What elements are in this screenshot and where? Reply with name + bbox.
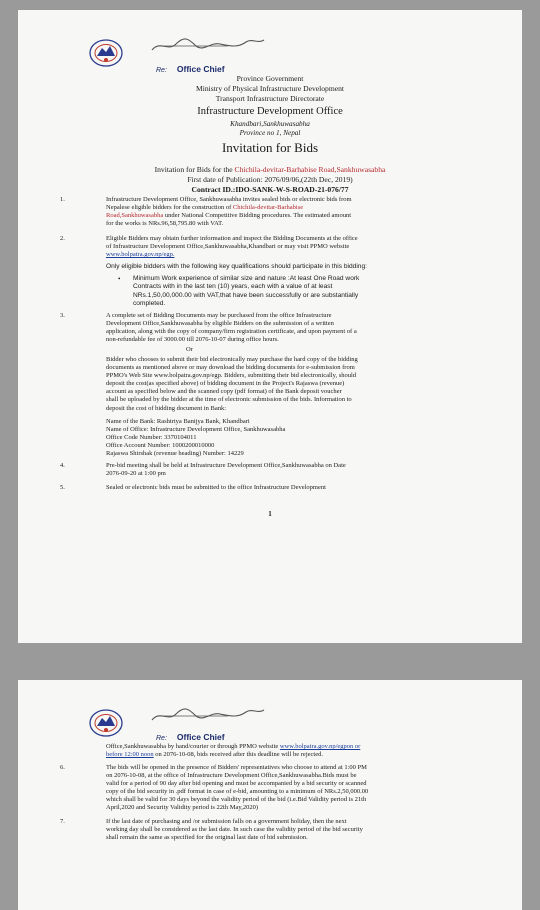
item-6-line-f: April,2020 and Security Validity period is 22th May,2020) (106, 804, 259, 812)
electronic-line-7: deposit the cost of bidding document in Bank: (106, 404, 227, 412)
province-label: Province no 1, Nepal (239, 129, 301, 137)
qualifications-intro: Only eligible bidders with the following key qualifications should participate in this bidding: (106, 263, 367, 270)
qualification-bullet-text (133, 275, 478, 309)
item-6-line-a: The bids will be opened in the presence of Bidders' representatives who choose to attend at 1:00 PM (106, 764, 367, 771)
item-3-number: 3. (60, 312, 65, 319)
electronic-line-3: PPMO's Web Site www.bolpatra.gov.np/egp. Bidders, submitting their bid electronically, should (106, 372, 357, 380)
submission-continuation (106, 743, 478, 759)
publication-date: First date of Publication: 2076/09/06,(22th Dec, 2019) (187, 175, 353, 184)
electronic-line-4: deposit the cost(as specified above) of bidding document in the Project's Rajaswa (revenue) (106, 380, 345, 388)
directorate-name: Transport Infrastructure Directorate (215, 94, 325, 103)
item-2-number: 2. (60, 235, 65, 242)
page-title: Invitation for Bids (221, 140, 319, 155)
electronic-line-2: documents as mentioned above or may download the bidding documents for e-submission from (106, 364, 355, 372)
item-2-text (106, 235, 478, 259)
item-6-line-e: which shall be valid for 30 days beyond the validity period of the bid (i.e.Bid Validity period is 21th (106, 796, 367, 804)
province-government: Province Government (236, 74, 304, 83)
item-2-line-a: Eligible Bidders may obtain further information and inspect the Bidding Documents at the office (106, 235, 358, 242)
deadline-link[interactable]: before 12:00 noon (106, 751, 154, 759)
electronic-bid-text (106, 356, 478, 413)
bank-office-name: Name of Office: Infrastructure Development Office, Sankhuwasabha (106, 426, 286, 434)
signature-image (148, 34, 268, 56)
item-5-number: 5. (60, 484, 65, 491)
page-number: 1 (268, 510, 272, 518)
item-1-line-b: Nepalese eligible bidders for the construction of Chichila-devitar-Barhabise (106, 204, 304, 212)
item-1-text (106, 196, 478, 228)
item-7-line-b: working day shall be considered as the last date. In such case the validity period of the bid security (106, 826, 363, 834)
item-1-line-c: Road,Sankhuwasabha under National Competitive Bidding procedures. The estimated amount (106, 212, 352, 220)
office-chief-text: Office Chief (176, 732, 225, 742)
continuation-line-a: Office,Sankhuwasabha by hand/courier or through PPMO website www.bolpatra.gov.np/egpon or (106, 743, 361, 750)
item-1-line-a: Infrastructure Development Office, Sankhuwasabha invites sealed bids or electronic bids from (106, 196, 352, 203)
ministry-name: Ministry of Physical Infrastructure Development (195, 84, 345, 93)
invitation-prefix: Invitation for Bids for the (154, 165, 235, 174)
bullet-line-b: Contracts with in the last ten (10) years, each with a value of at least (133, 283, 333, 291)
item-3-line-a: A complete set of Bidding Documents may be purchased from the office Infrastructure (106, 312, 332, 319)
bullet-line-d: completed. (133, 300, 166, 308)
document-page-1 (18, 10, 522, 643)
item-2-line-b: of Infrastructure Development Office,Sankhuwasabha,Khandbari or may visit PPMO website (106, 243, 350, 251)
electronic-line-5: account as specified below and the scanned copy (pdf format) of the Bank deposit voucher (106, 388, 342, 396)
electronic-line-6: shall be uploaded by the bidder at the time of electronic submission of the bids. Information to (106, 396, 352, 404)
office-chief-text: Office Chief (176, 64, 225, 74)
revenue-heading: Rajaswa Shirshak (revenue heading) Number: 14229 (106, 450, 244, 458)
item-6-line-c: valid for a period of 90 day after bid opening and must be accompanied by a bid security or scanned (106, 780, 367, 788)
item-4-number: 4. (60, 462, 65, 469)
bullet-line-a: Minimum Work experience of similar size and nature :At least One Road work (133, 275, 360, 282)
electronic-line-1: Bidder who chooses to submit their bid electronically may purchase the hard copy of the bidding (106, 356, 358, 363)
office-chief-label (156, 732, 225, 742)
item-1-number: 1. (60, 196, 65, 203)
item-7-text (106, 818, 478, 842)
office-name: Infrastructure Development Office (197, 106, 343, 117)
bullet-line-c: NRs.1,50,00,000.00 with VAT,that have been successfully or are substantially (133, 291, 359, 299)
ppmo-website-link[interactable]: www.bolpatra.gov.np/egp. (106, 251, 175, 259)
office-location: Khandbari,Sankhuwasabha (230, 120, 310, 128)
office-code: Office Code Number: 3370104011 (106, 434, 197, 442)
item-7-number: 7. (60, 818, 65, 825)
contract-id: Contract ID.:IDO-SANK-W-S-ROAD-21-076/77 (191, 185, 349, 194)
signature-image (148, 704, 268, 726)
government-emblem-logo (88, 708, 124, 738)
item-6-number: 6. (60, 764, 65, 771)
item-7-line-c: shall remain the same as specified for the original last date of bid submission. (106, 834, 308, 842)
account-number: Office Account Number: 1000200010000 (106, 442, 215, 450)
item-3-line-c: application, along with the copy of company/firm registration certificate, and upon payment of a (106, 328, 357, 336)
item-4-text (106, 462, 478, 478)
invitation-road: Chichila-devitar-Barhabise Road,Sankhuwasabha (234, 165, 386, 174)
item-6-line-d: copy of the bid security in .pdf format in case of e-bid, amounting to a minimum of NRs.2,50,000.00 (106, 788, 369, 796)
item-5-text: Sealed or electronic bids must be submitted to the office Infrastructure Development (106, 484, 326, 491)
bank-details (106, 418, 478, 458)
item-3-line-d: non-refundable fee of 3000.00 till 2076-10-07 during office hours. (106, 336, 279, 344)
government-emblem-logo (88, 38, 124, 68)
item-3-text (106, 312, 478, 344)
item-4-line-a: Pre-bid meeting shall be held at Infrastructure Development Office,Sankhuwasabha on Date (106, 462, 346, 469)
item-6-line-b: on 2076-10-08, at the office of Infrastructure Development Office,Sankhuwasabha.Bids must be (106, 772, 357, 780)
invitation-line (18, 165, 522, 175)
item-3-line-b: Development Office,Sankhuwasabha by eligible Bidders on the submission of a written (106, 320, 334, 328)
item-6-text (106, 764, 478, 813)
office-chief-label (156, 64, 225, 74)
item-7-line-a: If the last date of purchasing and /or submission falls on a government holiday, then the next (106, 818, 347, 825)
bullet-icon: • (118, 275, 121, 283)
or-label: Or (186, 346, 193, 353)
item-4-line-b: 2076-09-20 at 1:00 pm (106, 470, 166, 478)
bank-name: Name of the Bank: Rashtriya Banijya Bank, Khandbari (106, 418, 250, 425)
continuation-line-b: before 12:00 noon on 2076-10-08, bids received after this deadline will be rejected. (106, 751, 323, 759)
ppmo-egp-link[interactable]: www.bolpatra.gov.np/egpon or (279, 743, 361, 750)
item-1-line-d: for the works is NRs.96,58,795.80 with VAT. (106, 220, 224, 228)
office-chief-prefix: Re: (156, 735, 167, 742)
office-chief-prefix: Re: (156, 67, 167, 74)
document-page-2 (18, 680, 522, 910)
